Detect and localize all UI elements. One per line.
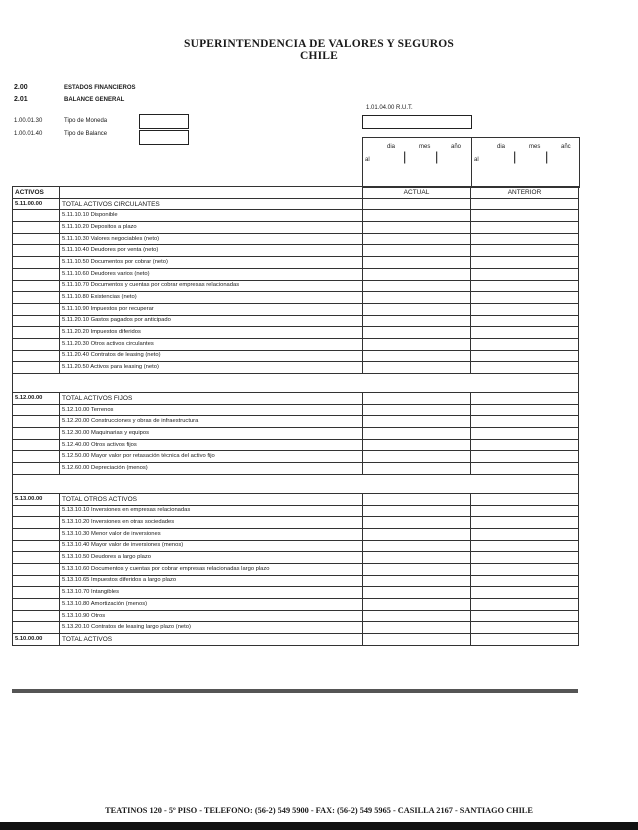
line-item-code-cell [13,280,60,292]
line-item-actual-value[interactable] [363,528,471,540]
grand-total-title: TOTAL ACTIVOS [60,634,363,646]
line-item-label: 5.12.10.00 Terrenos [60,404,363,416]
footer-address: TEATINOS 120 - 5º PISO - TELEFONO: (56-2) 549 5900 - FAX: (56-2) 549 5965 - CASILLA 2167 - SANTIAGO CHILE [105,806,533,815]
line-item-anterior-value[interactable] [471,362,579,374]
line-item-anterior-value[interactable] [471,528,579,540]
column-header-row [13,187,579,199]
line-item-row [13,517,579,529]
line-item-label: 5.13.10.30 Menor valor de inversiones [60,528,363,540]
line-item-code-cell [13,540,60,552]
line-item-actual-value[interactable] [363,362,471,374]
line-item-label: 5.11.10.60 Deudores varios (neto) [60,268,363,280]
section-code: 5.13.00.00 [13,493,60,505]
line-item-label: 5.13.10.80 Amortización (menos) [60,599,363,611]
line-item-anterior-value[interactable] [471,416,579,428]
blank-cell [60,474,363,493]
blank-cell [60,374,363,393]
line-item-anterior-value[interactable] [471,350,579,362]
line-item-row [13,587,579,599]
date-actual-dia-label: dia [387,144,396,150]
line-item-anterior-value[interactable] [471,439,579,451]
section-code-estados: 2.00 [14,84,28,91]
line-item-anterior-value[interactable] [471,292,579,304]
line-item-row [13,451,579,463]
line-item-anterior-value[interactable] [471,257,579,269]
line-item-anterior-value[interactable] [471,303,579,315]
line-item-anterior-value[interactable] [471,587,579,599]
line-item-actual-value[interactable] [363,210,471,222]
section-code-balance: 2.01 [14,96,28,103]
line-item-actual-value[interactable] [363,439,471,451]
line-item-code-cell [13,563,60,575]
line-item-actual-value[interactable] [363,428,471,440]
page-subtitle: CHILE [299,50,339,62]
line-item-code-cell [13,622,60,634]
line-item-row [13,257,579,269]
line-item-row [13,404,579,416]
grand-total-row [13,634,579,646]
line-item-anterior-value[interactable] [471,245,579,257]
line-item-anterior-value[interactable] [471,428,579,440]
line-item-label: 5.11.20.30 Otros activos circulantes [60,338,363,350]
line-item-label: 5.13.10.50 Deudores a largo plazo [60,552,363,564]
blank-cell [13,474,60,493]
line-item-row [13,233,579,245]
date-header-box [362,137,580,188]
line-item-row [13,416,579,428]
line-item-row [13,610,579,622]
line-item-code-cell [13,268,60,280]
section-total-row [13,493,579,505]
line-item-label: 5.13.10.60 Documentos y cuentas por cobrar empresas relacionadas largo plazo [60,563,363,575]
line-item-label: 5.11.10.20 Depositos a plazo [60,222,363,234]
line-item-row [13,622,579,634]
blank-cell [363,374,471,393]
line-item-label: 5.11.10.90 Impuestos por recuperar [60,303,363,315]
line-item-label: 5.11.10.70 Documentos y cuentas por cobrar empresas relacionadas [60,280,363,292]
line-item-code-cell [13,327,60,339]
line-item-anterior-value[interactable] [471,540,579,552]
line-item-actual-value[interactable] [363,233,471,245]
line-item-actual-value[interactable] [363,350,471,362]
line-item-actual-value[interactable] [363,404,471,416]
line-item-row [13,599,579,611]
line-item-label: 5.13.10.90 Otros [60,610,363,622]
line-item-label: 5.12.50.00 Mayor valor por retasación técnica del activo fijo [60,451,363,463]
section-anterior-value[interactable] [471,198,579,210]
line-item-label: 5.11.10.80 Existencias (neto) [60,292,363,304]
line-item-actual-value[interactable] [363,517,471,529]
activos-header: ACTIVOS [13,187,60,199]
line-item-code-cell [13,517,60,529]
line-item-anterior-value[interactable] [471,210,579,222]
line-item-code-cell [13,245,60,257]
line-item-actual-value[interactable] [363,280,471,292]
line-item-anterior-value[interactable] [471,338,579,350]
line-item-actual-value[interactable] [363,416,471,428]
line-item-label: 5.11.20.40 Contratos de leasing (neto) [60,350,363,362]
line-item-code-cell [13,315,60,327]
date-anterior-mes-label: mes [529,144,541,150]
line-item-anterior-value[interactable] [471,268,579,280]
line-item-code-cell [13,439,60,451]
line-item-row [13,315,579,327]
blank-row [13,474,579,493]
section-anterior-value[interactable] [471,493,579,505]
line-item-code-cell [13,404,60,416]
line-item-actual-value[interactable] [363,327,471,339]
line-item-code-cell [13,587,60,599]
date-actual-mes-label: mes [419,144,431,150]
line-item-code-cell [13,292,60,304]
line-item-anterior-value[interactable] [471,315,579,327]
section-total-row [13,393,579,405]
balance-type-field[interactable] [139,130,189,145]
line-item-actual-value[interactable] [363,303,471,315]
section-total-row [13,198,579,210]
line-item-anterior-value[interactable] [471,505,579,517]
section-code: 5.11.00.00 [13,198,60,210]
line-item-anterior-value[interactable] [471,463,579,475]
line-item-code-cell [13,222,60,234]
line-item-row [13,222,579,234]
date-actual-al-label: al [365,157,370,163]
line-item-actual-value[interactable] [363,463,471,475]
line-item-anterior-value[interactable] [471,233,579,245]
line-item-label: 5.13.10.65 Impuestos diferidos a largo plazo [60,575,363,587]
balance-type-label: Tipo de Balance [64,131,108,137]
anterior-header: ANTERIOR [471,187,579,199]
blank-cell [471,474,579,493]
line-item-anterior-value[interactable] [471,327,579,339]
line-item-code-cell [13,552,60,564]
date-anterior-ano-label: añc [561,144,571,150]
line-item-label: 5.11.10.30 Valores negociables (neto) [60,233,363,245]
line-item-label: 5.13.10.40 Mayor valor de inversiones (menos) [60,540,363,552]
line-item-label: 5.11.10.10 Disponible [60,210,363,222]
line-item-anterior-value[interactable] [471,222,579,234]
line-item-row [13,428,579,440]
line-item-actual-value[interactable] [363,257,471,269]
line-item-row [13,439,579,451]
section-label-balance: BALANCE GENERAL [64,97,125,103]
line-item-code-cell [13,257,60,269]
line-item-actual-value[interactable] [363,338,471,350]
line-item-actual-value[interactable] [363,222,471,234]
bottom-bar [0,822,638,830]
line-item-actual-value[interactable] [363,451,471,463]
line-item-row [13,540,579,552]
line-item-anterior-value[interactable] [471,599,579,611]
line-item-row [13,268,579,280]
total-rule [12,689,578,693]
section-label-estados: ESTADOS FINANCIEROS [64,85,136,91]
line-item-row [13,245,579,257]
line-item-anterior-value[interactable] [471,575,579,587]
line-item-row [13,563,579,575]
line-item-actual-value[interactable] [363,245,471,257]
line-item-label: 5.12.20.00 Construcciones y obras de infraestructura [60,416,363,428]
line-item-actual-value[interactable] [363,587,471,599]
date-anterior-separator-1: | [513,149,517,164]
line-item-code-cell [13,362,60,374]
line-item-label: 5.13.10.70 Intangibles [60,587,363,599]
section-title: TOTAL OTROS ACTIVOS [60,493,363,505]
line-item-code-cell [13,303,60,315]
line-item-label: 5.13.20.10 Contratos de leasing largo plazo (neto) [60,622,363,634]
balance-table [12,186,579,646]
line-item-anterior-value[interactable] [471,404,579,416]
line-item-label: 5.12.60.00 Depreciación (menos) [60,463,363,475]
line-item-actual-value[interactable] [363,540,471,552]
grand-total-anterior-value[interactable] [471,634,579,646]
line-item-row [13,292,579,304]
line-item-code-cell [13,416,60,428]
section-actual-value[interactable] [363,493,471,505]
line-item-row [13,350,579,362]
blank-cell [13,374,60,393]
moneda-code: 1.00.01.30 [14,118,43,124]
line-item-actual-value[interactable] [363,610,471,622]
line-item-code-cell [13,451,60,463]
section-anterior-value[interactable] [471,393,579,405]
date-actual-separator-1: | [403,149,407,164]
date-anterior-separator-2: | [545,149,549,164]
line-item-row [13,528,579,540]
line-item-label: 5.11.20.10 Gastos pagados por anticipado [60,315,363,327]
moneda-field[interactable] [139,114,189,129]
line-item-code-cell [13,463,60,475]
section-actual-value[interactable] [363,198,471,210]
line-item-actual-value[interactable] [363,563,471,575]
blank-cell [363,474,471,493]
line-item-anterior-value[interactable] [471,451,579,463]
page-title: SUPERINTENDENCIA DE VALORES Y SEGUROS [183,38,455,50]
line-item-row [13,327,579,339]
line-item-anterior-value[interactable] [471,280,579,292]
line-item-actual-value[interactable] [363,292,471,304]
line-item-anterior-value[interactable] [471,610,579,622]
line-item-actual-value[interactable] [363,599,471,611]
line-item-row [13,303,579,315]
line-item-actual-value[interactable] [363,575,471,587]
line-item-actual-value[interactable] [363,622,471,634]
line-item-row [13,280,579,292]
line-item-row [13,463,579,475]
line-item-code-cell [13,350,60,362]
moneda-label: Tipo de Moneda [64,118,108,124]
blank-cell [471,374,579,393]
line-item-actual-value[interactable] [363,505,471,517]
rut-label: 1.01.04.00 R.U.T. [366,105,413,111]
rut-field[interactable] [362,115,472,129]
blank-row [13,374,579,393]
line-item-code-cell [13,610,60,622]
line-item-code-cell [13,338,60,350]
line-item-label: 5.13.10.10 Inversiones en empresas relacionadas [60,505,363,517]
line-item-label: 5.11.10.50 Documentos por cobrar (neto) [60,257,363,269]
line-item-code-cell [13,599,60,611]
line-item-code-cell [13,505,60,517]
line-item-label: 5.12.30.00 Maquinarias y equipos [60,428,363,440]
section-actual-value[interactable] [363,393,471,405]
line-item-anterior-value[interactable] [471,563,579,575]
line-item-code-cell [13,233,60,245]
line-item-code-cell [13,428,60,440]
line-item-actual-value[interactable] [363,315,471,327]
line-item-row [13,338,579,350]
line-item-actual-value[interactable] [363,552,471,564]
grand-total-actual-value[interactable] [363,634,471,646]
line-item-row [13,362,579,374]
line-item-label: 5.13.10.20 Inversiones en otras sociedades [60,517,363,529]
line-item-label: 5.11.20.50 Activos para leasing (neto) [60,362,363,374]
line-item-anterior-value[interactable] [471,517,579,529]
line-item-row [13,552,579,564]
line-item-row [13,575,579,587]
line-item-code-cell [13,575,60,587]
line-item-actual-value[interactable] [363,268,471,280]
line-item-label: 5.12.40.00 Otros activos fijos [60,439,363,451]
section-title: TOTAL ACTIVOS CIRCULANTES [60,198,363,210]
date-divider [471,138,472,187]
activos-header-spacer [60,187,363,199]
date-anterior-al-label: al [474,157,479,163]
line-item-label: 5.11.10.40 Deudores por venta (neto) [60,245,363,257]
line-item-anterior-value[interactable] [471,552,579,564]
date-anterior-dia-label: dia [497,144,506,150]
line-item-code-cell [13,210,60,222]
line-item-row [13,505,579,517]
line-item-row [13,210,579,222]
grand-total-code: 5.10.00.00 [13,634,60,646]
section-title: TOTAL ACTIVOS FIJOS [60,393,363,405]
balance-type-code: 1.00.01.40 [14,131,43,137]
section-code: 5.12.00.00 [13,393,60,405]
actual-header: ACTUAL [363,187,471,199]
line-item-anterior-value[interactable] [471,622,579,634]
line-item-label: 5.11.20.20 Impuestos diferidos [60,327,363,339]
date-actual-ano-label: año [451,144,462,150]
line-item-code-cell [13,528,60,540]
date-actual-separator-2: | [435,149,439,164]
